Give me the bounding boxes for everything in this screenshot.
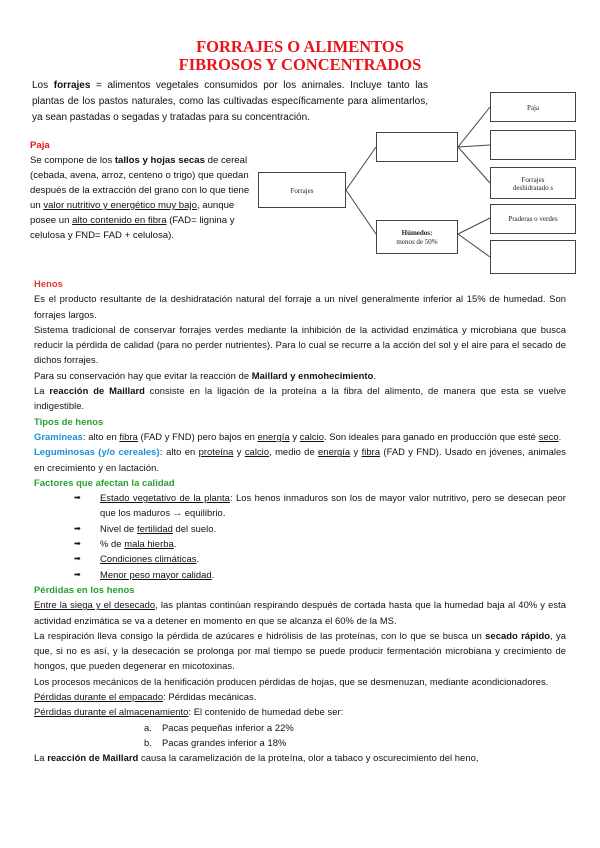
factores-heading: Factores que afectan la calidad [34, 476, 175, 488]
arrow-bullet-icon: ➡ [74, 539, 81, 549]
henos-p3: Para su conservación hay que evitar la reacción de Maillard y enmohecimiento. [34, 369, 377, 381]
list-item: ➡ % de mala hierba. [34, 536, 566, 551]
list-item: ➡ Menor peso mayor calidad. [34, 567, 566, 582]
humedos-box: Húmedos: menos de 50% [376, 220, 458, 254]
henos-p2: Sistema tradicional de conservar forrajes verdes mediante la inhibición de la actividad enzimática y microbiana que busca reducir la pérdida de calidad (para no perder nutrientes). Para lo cual se recurre a la acción del sol y el aire para el secado de dichos forrajes. [34, 323, 566, 366]
connector-line [346, 190, 376, 234]
praderas-box: Praderas o verdes [490, 204, 576, 234]
arrow-bullet-icon: ➡ [74, 569, 81, 579]
perdidas-heading: Pérdidas en los henos [34, 583, 135, 595]
deshidratados-box: Forrajes deshidratado s [490, 167, 576, 199]
perdidas-p2: La respiración lleva consigo la pérdida de azúcares e hidrólisis de las proteínas, con lo que se busca un secado rápido, ya que, si no es así, y la desecación se prolonga por mal tiempo se puede producir fermentación microbiana y crecimiento de hongos, que pueden degenerar en micotoxinas. [34, 629, 566, 672]
empty-box [490, 240, 576, 274]
gramineas-paragraph: Gramíneas: alto en fibra (FAD y FND) pero bajos en energía y calcio. Son ideales para ganado en producción que esté seco. [34, 430, 562, 442]
connector-line [458, 145, 490, 147]
perdidas-p3: Los procesos mecánicos de la henificación producen pérdidas de hojas, que se desmenuzan, mediante acondicionadores. [34, 675, 549, 687]
perdidas-p4: Pérdidas durante el empacado: Pérdidas mecánicas. [34, 691, 257, 703]
list-item: ➡ Nivel de fertilidad del suelo. [34, 521, 566, 536]
paja-text: Se compone de los tallos y hojas secas de cereal (cebada, avena, arroz, centeno o trigo) que quedan después de la extracción del grano con lo que tiene un valor nutritivo y energético muy bajo, aunque posee un alto contenido en fibra (FAD= lignina y celulosa y FND= FAD + celulosa). [30, 155, 250, 241]
empty-box [490, 130, 576, 160]
connector-line [458, 234, 490, 257]
perdidas-p1: Entre la siega y el desecado, las plantas continúan respirando después de cortada hasta que la humedad baja al 40% y esta actividad enzimática se va a detener en momento en que se alcanza el 60% de la MS. [34, 599, 566, 626]
page-title: FORRAJES O ALIMENTOS FIBROSOS Y CONCENTRADOS [178, 37, 422, 74]
paja-heading: Paja [30, 140, 50, 151]
list-item: ➡ Estado vegetativo de la planta: Los henos inmaduros son los de mayor valor nutritivo, pero se desecan peor que los maduros → equilibrio. [74, 492, 566, 519]
main-content [34, 276, 566, 766]
connector-line [458, 107, 490, 147]
list-item: ➡ Condiciones climáticas. [34, 551, 566, 566]
henos-heading: Henos [34, 278, 63, 289]
list-item: a. Pacas pequeñas inferior a 22% [144, 721, 294, 733]
connector-line [458, 147, 490, 183]
list-item: b. Pacas grandes inferior a 18% [144, 736, 287, 748]
intro-paragraph: Los forrajes = alimentos vegetales consumidos por los animales. Incluye tanto las plantas de los pastos naturales, como las cultivadas específicamente para alimentarlos, ya sean pastadas o segadas y tratadas para su concentración. [32, 80, 428, 123]
connector-line [458, 218, 490, 234]
perdidas-p6: La reacción de Maillard causa la caramelización de la proteína, olor a tabaco y oscurecimiento del heno, [34, 752, 479, 764]
connector-line [346, 147, 376, 190]
leguminosas-paragraph: Leguminosas (y/o cereales): alto en proteína y calcio, medio de energía y fibra (FAD y FND). Usado en jóvenes, animales en crecimiento y en lactación. [34, 446, 567, 473]
henos-p1: Es el producto resultante de la deshidratación natural del forraje a un nivel generalmente inferior al 15% de humedad. Son forrajes largos. [34, 293, 566, 320]
perdidas-p5: Pérdidas durante el almacenamiento: El contenido de humedad debe ser: [34, 706, 344, 718]
forrajes-box: Forrajes [258, 172, 346, 208]
paja-box: Paja [490, 92, 576, 122]
arrow-bullet-icon: ➡ [74, 493, 81, 503]
arrow-bullet-icon: ➡ [74, 523, 81, 533]
henos-p4: La reacción de Maillard consiste en la ligación de la proteína a la fibra del alimento, de manera que esta se vuelve indigestible. [34, 385, 566, 412]
tipos-heading: Tipos de henos [34, 415, 104, 427]
secos-box [376, 132, 458, 162]
arrow-bullet-icon: ➡ [74, 554, 81, 564]
